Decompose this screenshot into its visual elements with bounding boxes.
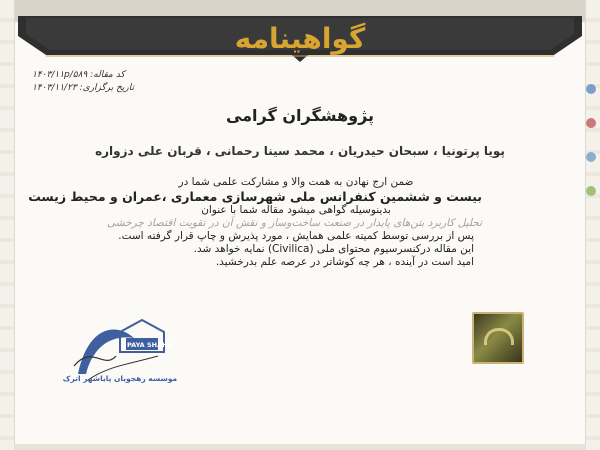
event-date: تاریخ برگزاری: ۱۴۰۳/۱۱/۲۳ — [32, 83, 135, 93]
logo-caption: موسسه رهجویان پایاشهر اترک — [62, 374, 178, 383]
body-line-3: بدینوسیله گواهی میشود مقاله شما با عنوان — [201, 204, 391, 216]
body-line-5: پس از بررسی توسط کمیته علمی همایش ، مورد پذیرش و چاپ قرار گرفته است. — [118, 230, 474, 242]
hologram-seal — [472, 312, 524, 364]
certificate-body — [28, 176, 482, 269]
body-line-1: ضمن ارج نهادن به همت والا و مشارکت علمی شما در — [178, 176, 414, 188]
sponsor-logo-2 — [586, 118, 596, 128]
left-edge — [0, 0, 15, 450]
article-code: کد مقاله: ۱۴۰۳/۱۱p/۵۸۹ — [32, 70, 125, 80]
salutation: پژوهشگران گرامی — [225, 106, 375, 125]
certificate-title: گواهینامه — [234, 22, 366, 55]
body-line-6: این مقاله درکنسرسیوم محتوای ملی (Civilica) نمایه خواهد شد. — [193, 243, 474, 255]
right-edge — [585, 0, 600, 450]
sponsor-logo-strip — [586, 84, 598, 220]
author-list: پویا پرتونیا ، سبحان حیدریان ، محمد سینا رحمانی ، قربان علی دزواره — [95, 144, 505, 158]
article-title: تحلیل کاربرد بتن‌های پایدار در صنعت ساخت‌وساز و نقش آن در تقویت اقتصاد چرخشی — [106, 217, 482, 229]
bottom-strip — [14, 444, 586, 450]
svg-text:PAYA SHAHR: PAYA SHAHR — [127, 341, 173, 349]
article-meta — [32, 69, 134, 95]
conference-name: بیست و ششمین کنفرانس ملی شهرسازی معماری ،عمران و محیط زیست — [28, 189, 482, 204]
sponsor-logo-4 — [586, 186, 596, 196]
sponsor-logo-1 — [586, 84, 596, 94]
body-line-7: امید است در آینده ، هر چه کوشاتر در عرصه علم بدرخشید. — [215, 256, 474, 268]
sponsor-logo-3 — [586, 152, 596, 162]
